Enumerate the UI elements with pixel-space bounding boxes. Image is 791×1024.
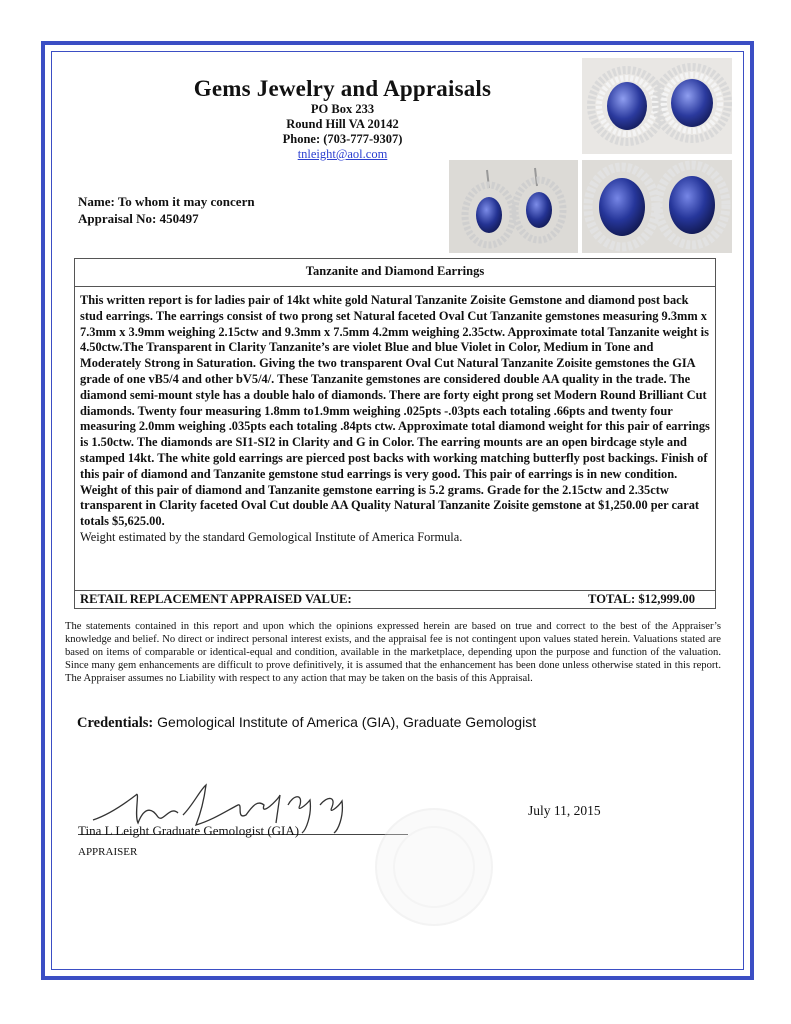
report-description: This written report is for ladies pair of 14kt white gold Natural Tanzanite Zoisite Gemstone and diamond post back stud earrings. The earrings consist of two prong set Natural faceted Oval Cut Tanzanite gemstones measuring 9.3mm x 7.3mm x 3.9mm weighing 2.15ctw and 9.3mm x 7.5mm 4.2mm weighing 2.35ctw. Approximate total Tanzanite weight is 4.50ctw.The Transparent in Clarity Tanzanite’s are violet Blue and blue Violet in Color, Medium in Tone and Moderately Strong in Saturation. Giving the two transparent Oval Cut Natural Tanzanite Zoisite gemstones the GIA grade of one vB5/4 and other bV5/4/. These Tanzanite gemstones are considered double AA quality in the trade. The diamond semi-mount style has a double halo of diamonds. There are forty eight prong set Modern Round Brilliant Cut diamonds. Twenty four measuring 1.8mm to1.9mm weighing .025pts -.03pts each totaling .66pts and twenty four measuring 2.0mm weighing .035pts each totaling .84pts ctw. Approximate total diamond weight for this pair of earrings is 1.50ctw. The diamonds are SI1-SI2 in Clarity and G in Color. The earring mounts are an open birdcage style and stamped 14kt. The white gold earrings are pierced post backs with working matching butterfly post backings. Finish of this pair of diamond and Tanzanite gemstone stud earrings is very good. This pair of earrings is in new condition. Weight of this pair of diamond and Tanzanite gemstone earring is 5.2 grams. Grade for the 2.15ctw and 2.35ctw transparent in Clarity faceted Oval Cut double AA Quality Natural Tanzanite Zoisite gemstone at $1,250.00 per carat totals $5,625.00. <box>80 293 710 529</box>
appraisal-number: Appraisal No: 450497 <box>78 211 199 226</box>
client-name: Name: To whom it may concern <box>78 194 255 209</box>
company-phone: Phone: (703-777-9307) <box>282 132 403 146</box>
disclaimer-text: The statements contained in this report and upon which the opinions expressed herein are based on true and correct to the best of the Appraiser’s knowledge and belief. No direct or indirect personal interest exists, and the appraisal fee is not contingent upon values stated herein. Valuations stated are based on items of comparable or identical-equal and condition, available in the marketplace, depending upon the purpose and function of the valuation. Since many gem enhancements are difficult to prove definitively, it is assumed that the enhancement has been done unless otherwise stated in this report. The Appraiser assumes no Liability with respect to any action that may be taken on the basis of this Appraisal. <box>65 621 721 685</box>
client-info <box>78 193 255 227</box>
appraiser-role: APPRAISER <box>78 846 138 858</box>
report-title: Tanzanite and Diamond Earrings <box>75 259 715 287</box>
company-city: Round Hill VA 20142 <box>286 117 399 131</box>
earrings-angle-photo <box>449 160 578 253</box>
earrings-closeup-photo <box>582 160 732 253</box>
appraiser-name: Tina L Leight Graduate Gemologist (GIA) <box>78 823 300 838</box>
company-po-box: PO Box 233 <box>310 102 375 116</box>
report-box <box>74 258 716 609</box>
company-email-link[interactable]: tnleight@aol.com <box>297 147 388 161</box>
credentials <box>77 714 536 732</box>
company-header <box>190 76 495 162</box>
retail-value-row <box>75 590 715 608</box>
retail-value-total: TOTAL: $12,999.00 <box>588 592 695 606</box>
credentials-label: Credentials: <box>77 715 154 731</box>
appraisal-date: July 11, 2015 <box>528 803 601 818</box>
earrings-front-photo <box>582 58 732 154</box>
credentials-value: Gemological Institute of America (GIA), Graduate Gemologist <box>157 714 537 730</box>
weight-note: Weight estimated by the standard Gemological Institute of America Formula. <box>80 529 463 544</box>
retail-value-label: RETAIL REPLACEMENT APPRAISED VALUE: <box>80 592 352 606</box>
company-name: Gems Jewelry and Appraisals <box>193 76 492 101</box>
embossed-seal-icon <box>372 805 497 930</box>
